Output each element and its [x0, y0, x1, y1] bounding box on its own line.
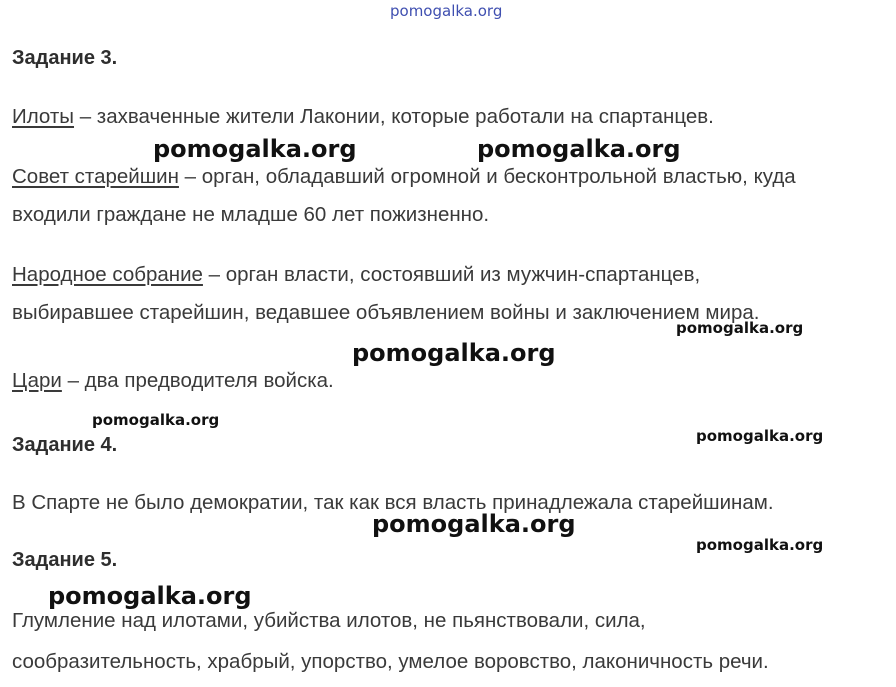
term-helots: Илоты	[12, 105, 75, 128]
term-peoples-assembly: Народное собрание	[12, 263, 203, 286]
watermark-9: pomogalka.org	[48, 582, 252, 610]
watermark-6: pomogalka.org	[696, 427, 824, 445]
definition-assembly-text: – орган власти, состоявший из мужчин-спартанцев,	[202, 263, 701, 286]
site-header-link: pomogalka.org	[390, 2, 503, 20]
task-5-answer-line-2: сообразительность, храбрый, упорство, умелое воровство, лаконичность речи.	[12, 650, 769, 673]
term-kings: Цари	[12, 369, 62, 392]
watermark-3: pomogalka.org	[676, 319, 804, 337]
task-5-heading: Задание 5.	[12, 549, 118, 571]
definition-kings-text: – два предводителя войска.	[61, 369, 334, 392]
definition-council-continuation: входили граждане не младше 60 лет пожизненно.	[12, 203, 490, 226]
task-4-heading: Задание 4.	[12, 434, 118, 456]
definition-kings	[12, 369, 334, 393]
task-4-answer: В Спарте не было демократии, так как вся власть принадлежала старейшинам.	[12, 491, 774, 514]
term-council-of-elders: Совет старейшин	[12, 165, 179, 188]
definition-helots	[12, 105, 714, 129]
watermark-7: pomogalka.org	[372, 510, 576, 538]
task-3-heading: Задание 3.	[12, 47, 118, 69]
definition-assembly-continuation: выбиравшее старейшин, ведавшее объявлением войны и заключением мира.	[12, 301, 760, 324]
watermark-1: pomogalka.org	[153, 135, 357, 163]
definition-helots-text: – захваченные жители Лаконии, которые работали на спартанцев.	[74, 105, 714, 128]
definition-council-of-elders	[12, 165, 796, 189]
watermark-2: pomogalka.org	[477, 135, 681, 163]
task-5-answer-line-1: Глумление над илотами, убийства илотов, не пьянствовали, сила,	[12, 609, 646, 632]
watermark-8: pomogalka.org	[696, 536, 824, 554]
watermark-4: pomogalka.org	[352, 339, 556, 367]
watermark-5: pomogalka.org	[92, 411, 220, 429]
definition-council-text: – орган, обладавший огромной и бесконтрольной властью, куда	[178, 165, 796, 188]
definition-peoples-assembly	[12, 263, 700, 287]
